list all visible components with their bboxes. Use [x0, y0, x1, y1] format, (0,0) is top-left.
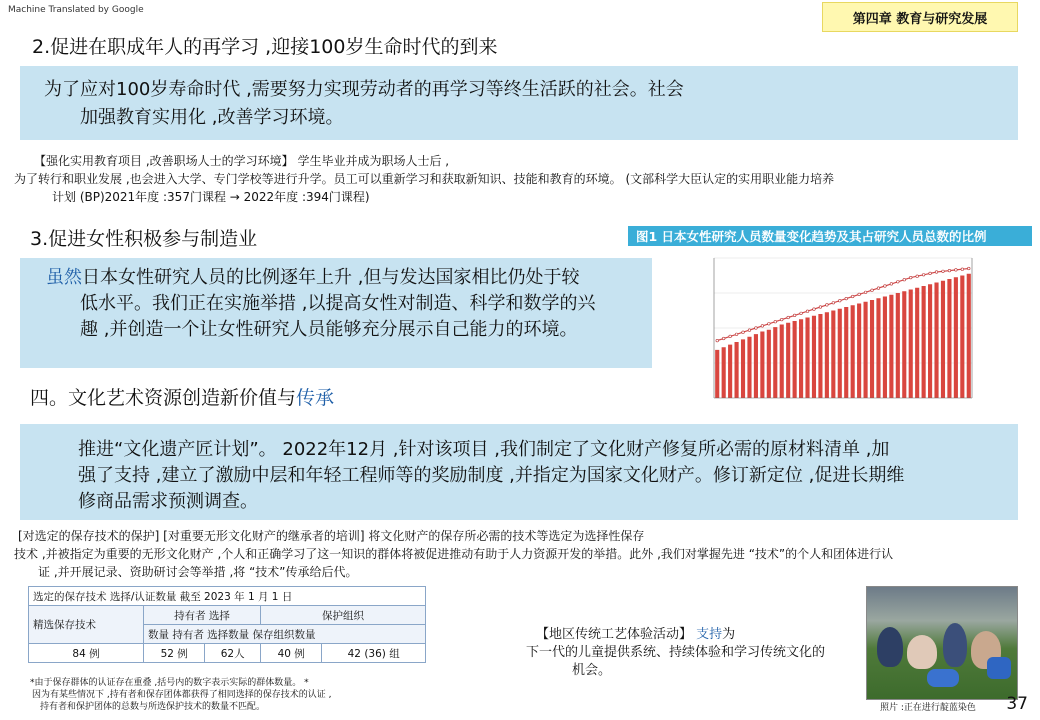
activity-line1 — [536, 626, 825, 644]
ratio-point — [916, 275, 919, 278]
section4-box-line1: 推进“文化遗产匠计划”。 2022年12月 ,针对该项目 ,我们制定了文化财产修复所必需的原材料清单 ,加 — [78, 439, 890, 460]
ratio-point — [729, 335, 732, 338]
section3-box-line1 — [46, 264, 579, 292]
photo-caption: 照片 :正在进行靛蓝染色 — [880, 703, 976, 713]
chart-bar — [967, 274, 971, 398]
ratio-point — [826, 304, 829, 307]
ratio-point — [780, 318, 783, 321]
chart-bar — [799, 319, 803, 398]
table-header-technique: 精选保存技术 — [29, 606, 144, 644]
chart-bar — [728, 345, 732, 398]
table-cell: 40 例 — [261, 644, 322, 663]
activity-line3: 机会。 — [572, 663, 612, 678]
chart-bar — [870, 300, 874, 398]
section4-heading — [30, 383, 334, 410]
section3-box-line2: 低水平。我们正在实施举措 ,以提高女性对制造、科学和数学的兴 — [80, 293, 596, 314]
ratio-point — [735, 333, 738, 336]
ratio-point — [787, 316, 790, 319]
chart-bar — [909, 290, 913, 399]
ratio-point — [800, 312, 803, 315]
table-footnote-line1: *由于保存群体的认证存在重叠 ,括号内的数字表示实际的群体数量。 * — [30, 678, 309, 688]
ratio-point — [864, 291, 867, 294]
section2-heading: 2.促进在职成年人的再学习 ,迎接100岁生命时代的到来 — [32, 36, 498, 58]
chart-bar — [928, 284, 932, 398]
table-footnote-line3: 持有者和保护团体的总数与所选保护技术的数量不匹配。 — [40, 702, 266, 712]
chart-bar — [902, 291, 906, 398]
chart-bar — [735, 342, 739, 398]
figure-title: 图1 日本女性研究人员数量变化趋势及其占研究人员总数的比例 — [628, 226, 1032, 246]
section4-box — [20, 424, 1018, 520]
ratio-point — [897, 281, 900, 284]
chart-bar — [851, 305, 855, 398]
chart-bar — [922, 286, 926, 398]
chapter-tag: 第四章 教育与研究发展 — [822, 2, 1018, 32]
chart-grid — [714, 258, 972, 363]
chart-bar — [747, 337, 751, 398]
table-cell: 42 (36) 组 — [322, 644, 426, 663]
ratio-point — [858, 293, 861, 296]
table-subheader: 数量 持有者 选择数量 保存组织数量 — [144, 625, 426, 644]
ratio-point — [813, 308, 816, 311]
ratio-point — [838, 299, 841, 302]
ratio-point — [845, 297, 848, 300]
table-footnote — [30, 677, 331, 713]
ratio-point — [774, 320, 777, 323]
table-cell: 52 例 — [144, 644, 205, 663]
chart-bar — [844, 307, 848, 398]
ratio-point — [942, 270, 945, 273]
chart-bar — [793, 321, 797, 398]
section4-box-line3: 修商品需求预测调查。 — [78, 491, 258, 512]
chart-bar — [741, 339, 745, 398]
section2-note-line3: 计划 (BP)2021年度 :357门课程 → 2022年度 :394门课程) — [52, 190, 370, 204]
ratio-point — [922, 274, 925, 277]
female-researchers-chart — [690, 250, 990, 408]
activity-line1-rest: 为 — [722, 627, 736, 642]
chart-bar — [831, 311, 835, 399]
chart-bar — [715, 350, 719, 398]
ratio-point — [761, 325, 764, 328]
section4-note-line2: 技术 ,并被指定为重要的无形文化财产 ,个人和正确学习了这一知识的群体将被促进推动有助于人力资源开发的举措。此外 ,我们对掌握先进 “技术”的个人和团体进行认 — [14, 547, 894, 561]
chart-bar — [934, 283, 938, 399]
ratio-point — [903, 278, 906, 281]
ratio-point — [955, 269, 958, 272]
ratio-point — [961, 268, 964, 271]
table-header-orgs: 保护组织 — [261, 606, 426, 625]
section4-heading-main: 四。文化艺术资源创造新价值与 — [30, 387, 297, 409]
section3-box-lead: 虽然 — [46, 267, 82, 288]
page-number: 37 — [1006, 694, 1028, 714]
table-title: 选定的保存技术 选择/认证数量 截至 2023 年 1 月 1 日 — [29, 587, 426, 606]
chart-bar — [754, 334, 758, 398]
indigo-dyeing-photo — [866, 586, 1018, 700]
preservation-table — [28, 586, 426, 663]
section4-note-line3: 证 ,并开展记录、资助研讨会等举措 ,将 “技术”传承给后代。 — [38, 565, 358, 579]
ratio-point — [884, 285, 887, 288]
section3-box-line1-rest: 日本女性研究人员的比例逐年上升 ,但与发达国家相比仍处于较 — [82, 267, 580, 288]
activity-line2: 下一代的儿童提供系统、持续体验和学习传统文化的 — [526, 645, 826, 660]
chart-bar — [773, 327, 777, 398]
table-cell: 62人 — [205, 644, 261, 663]
chart-bar — [722, 347, 726, 398]
chart-bar — [857, 304, 861, 399]
activity-highlight: 支持 — [696, 627, 723, 642]
ratio-point — [871, 289, 874, 292]
section4-note-line1: [对选定的保存技术的保护] [对重要无形文化财产的继承者的培训] 将文化财产的保存所必需的技术等选定为选择性保存 — [18, 529, 645, 543]
section2-box — [20, 66, 1018, 140]
section3-box-line3: 趣 ,并创造一个让女性研究人员能够充分展示自己能力的环境。 — [80, 319, 578, 340]
chart-bar — [812, 316, 816, 398]
chart-bar — [838, 309, 842, 398]
ratio-point — [748, 329, 751, 332]
ratio-point — [793, 314, 796, 317]
section2-note-line1: 【强化实用教育项目 ,改善职场人士的学习环境】 学生毕业并成为职场人士后 , — [34, 154, 450, 168]
chart-bar — [896, 293, 900, 398]
machine-translated-credit: Machine Translated by Google — [8, 5, 144, 15]
ratio-point — [819, 306, 822, 309]
ratio-point — [909, 276, 912, 279]
table-footnote-line2: 因为有某些情况下 ,持有者和保存团体都获得了相同选择的保存技术的认证 , — [32, 690, 332, 700]
section2-box-line1: 为了应对100岁寿命时代 ,需要努力实现劳动者的再学习等终生活跃的社会。社会 — [44, 79, 684, 100]
chart-bar — [876, 298, 880, 398]
chart-bar — [825, 312, 829, 398]
section4-box-line2: 强了支持 ,建立了激励中层和年轻工程师等的奖励制度 ,并指定为国家文化财产。修订新定位 ,促进长期维 — [78, 465, 905, 486]
ratio-point — [877, 287, 880, 290]
ratio-point — [832, 302, 835, 305]
ratio-point — [967, 267, 970, 270]
section2-box-line2: 加强教育实用化 ,改善学习环境。 — [80, 107, 344, 128]
section3-box — [20, 258, 652, 368]
table-cell: 84 例 — [29, 644, 144, 663]
activity-label: 【地区传统工艺体验活动】 — [536, 627, 693, 642]
chart-bar — [864, 302, 868, 398]
chart-bar — [915, 288, 919, 398]
chart-bar — [818, 314, 822, 398]
table-header-holders: 持有者 选择 — [144, 606, 261, 625]
chart-bar — [947, 279, 951, 398]
table-row — [29, 644, 426, 663]
ratio-point — [935, 271, 938, 274]
ratio-point — [755, 327, 758, 330]
chart-bar — [960, 276, 964, 399]
section3-heading: 3.促进女性积极参与制造业 — [30, 228, 258, 250]
section4-heading-highlight: 传承 — [296, 387, 335, 409]
ratio-point — [851, 295, 854, 298]
ratio-point — [806, 310, 809, 313]
chart-bar — [941, 281, 945, 398]
chart-bar — [767, 330, 771, 398]
ratio-point — [742, 331, 745, 334]
chart-bar — [786, 323, 790, 398]
chart-bar — [760, 332, 764, 399]
activity-block — [526, 626, 826, 680]
chart-bar — [954, 277, 958, 398]
chart-bar — [780, 325, 784, 399]
chart-bar — [805, 318, 809, 399]
chart-bar — [889, 295, 893, 398]
section2-note-line2: 为了转行和职业发展 ,也会进入大学、专门学校等进行升学。员工可以重新学习和获取新知识、技能和教育的环境。 (文部科学大臣认定的实用职业能力培养 — [14, 172, 835, 186]
ratio-point — [929, 272, 932, 275]
ratio-point — [768, 323, 771, 326]
ratio-point — [716, 339, 719, 342]
ratio-point — [722, 337, 725, 340]
chart-bar — [883, 297, 887, 399]
chart-bars — [715, 274, 971, 398]
ratio-point — [890, 283, 893, 286]
ratio-point — [948, 269, 951, 272]
